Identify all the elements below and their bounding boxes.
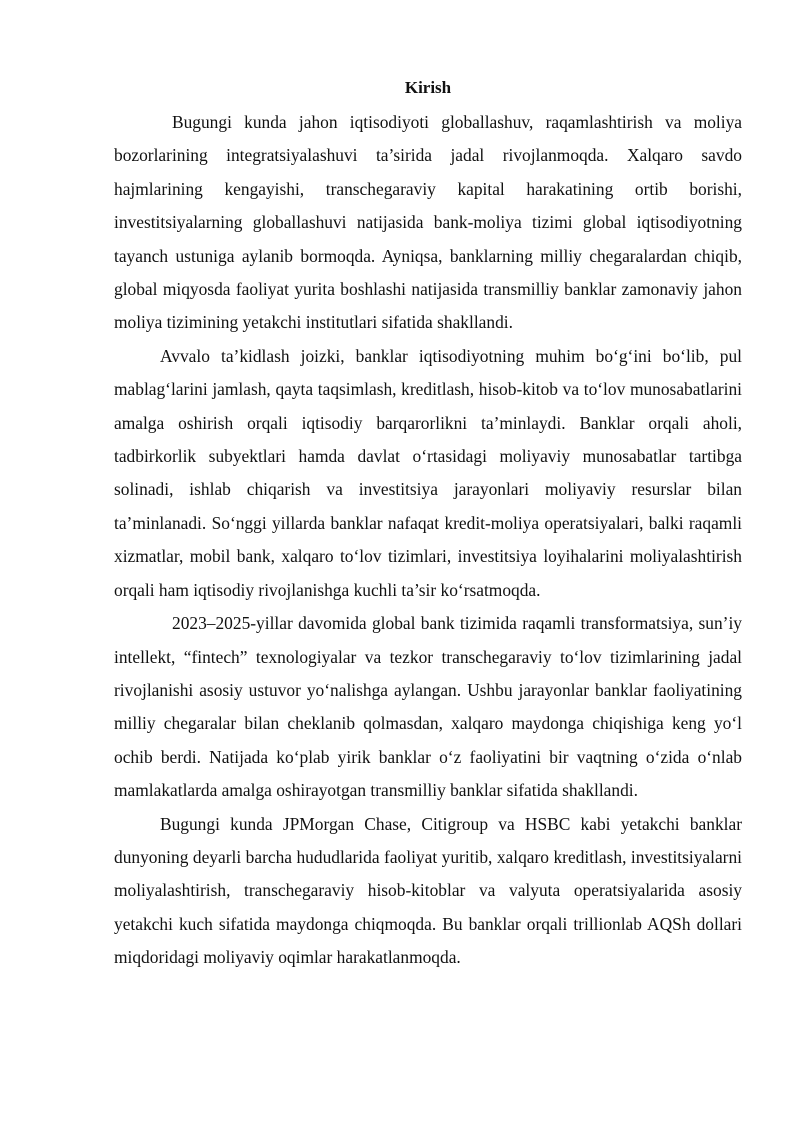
section-title: Kirish [404, 78, 452, 97]
paragraph-3: 2023–2025-yillar davomida global bank tizimida raqamli transformatsiya, sun’iy intellekt, “fintech” texnologiyalar va tezkor transchegaraviy to‘lov tizimlarining jadal rivojlanishi asosiy ustuvor yo‘nalishga aylangan. Ushbu jarayonlar banklar faoliyatining milliy chegaralar bilan cheklanib qolmasdan, xalqaro maydonga chiqishiga keng yo‘l ochib berdi. Natijada ko‘plab yirik banklar o‘z faoliyatini bir vaqtning o‘zida o‘nlab mamlakatlarda amalga oshirayotgan transmilliy banklar sifatida shakllandi. [114, 613, 742, 801]
paragraph-2: Avvalo ta’kidlash joizki, banklar iqtisodiyotning muhim bo‘g‘ini bo‘lib, pul mablag‘larini jamlash, qayta taqsimlash, kreditlash, hisob-kitob va to‘lov munosabatlarini amalga oshirish orqali iqtisodiy barqarorlikni ta’minlaydi. Banklar orqali aholi, tadbirkorlik subyektlari hamda davlat o‘rtasidagi moliyaviy munosabatlar tartibga solinadi, ishlab chiqarish va investitsiya jarayonlari moliyaviy resurslar bilan ta’minlanadi. So‘nggi yillarda banklar nafaqat kredit-moliya operatsiyalari, balki raqamli xizmatlar, mobil bank, xalqaro to‘lov tizimlari, investitsiya loyihalarini moliyalashtirish orqali ham iqtisodiy rivojlanishga kuchli ta’sir ko‘rsatmoqda. [114, 345, 742, 600]
document-body [114, 74, 742, 975]
paragraph-1: Bugungi kunda jahon iqtisodiyoti globallashuv, raqamlashtirish va moliya bozorlarining integratsiyalashuvi ta’sirida jadal rivojlanmoqda. Xalqaro savdo hajmlarining kengayishi, transchegaraviy kapital harakatining ortib borishi, investitsiyalarning globallashuvi natijasida bank-moliya tizimi global iqtisodiyotning tayanch ustuniga aylanib bormoqda. Ayniqsa, banklarning milliy chegaralardan chiqib, global miqyosda faoliyat yurita boshlashi natijasida transmilliy banklar zamonaviy jahon moliya tizimining yetakchi institutlari sifatida shakllandi. [114, 112, 742, 333]
paragraph-4: Bugungi kunda JPMorgan Chase, Citigroup va HSBC kabi yetakchi banklar dunyoning deyarli barcha hududlarida faoliyat yuritib, xalqaro kreditlash, investitsiyalarni moliyalashtirish, transchegaraviy hisob-kitoblar va valyuta operatsiyalarida asosiy yetakchi kuch sifatida maydonga chiqmoqda. Bu banklar orqali trillionlab AQSh dollari miqdoridagi moliyaviy oqimlar harakatlanmoqda. [114, 813, 742, 968]
